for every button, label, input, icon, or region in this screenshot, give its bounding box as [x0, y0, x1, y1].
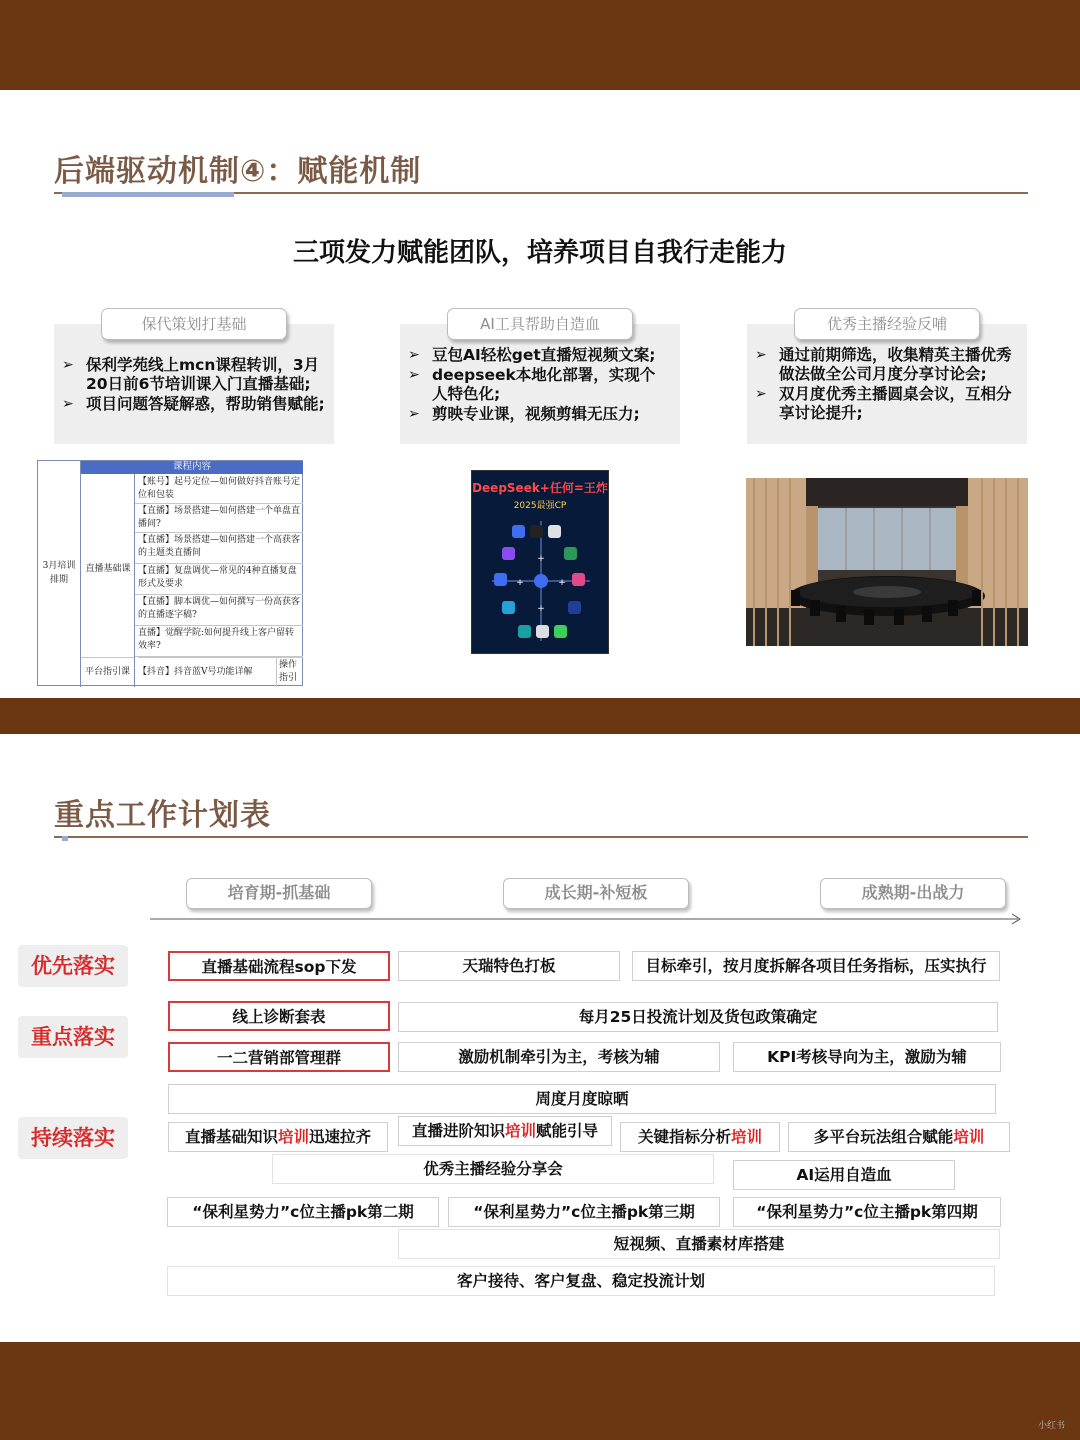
svg-text:+: + — [516, 578, 524, 588]
task-material-library: 短视频、直播素材库搭建 — [398, 1229, 1000, 1259]
poster-subtitle: 2025最强CP — [513, 501, 567, 511]
slide1-title: 后端驱动机制④：赋能机制 — [54, 154, 422, 189]
bullets-planning — [62, 356, 330, 415]
poster-network-graphic — [472, 511, 610, 651]
course-schedule-table — [37, 460, 303, 686]
bullets-ai-tools — [408, 346, 670, 425]
middle-band — [0, 698, 1080, 734]
priority-continuous: 持续落实 — [18, 1117, 128, 1159]
task-target: 目标牵引，按月度拆解各项目任务指标，压实执行 — [632, 951, 1000, 981]
highlight-text: 培训 — [953, 1128, 985, 1146]
bullet-item: ➢ 保利学苑线上mcn课程转训，3月20日前6节培训课入门直播基础; — [62, 356, 330, 394]
course-row: 【账号】起号定位—如何做好抖音账号定位和包装 — [135, 475, 303, 504]
watermark: 小红书 — [1038, 1421, 1066, 1431]
bullet-item: ➢ deepseek本地化部署，实现个人特色化; — [408, 366, 670, 404]
bullet-item: ➢ 双月度优秀主播圆桌会议，互相分享讨论提升; — [755, 385, 1020, 423]
tag-ai-tools: AI工具帮助自造血 — [447, 308, 633, 340]
course-row: 【直播】脚本调优—如何撰写一份高获客的直播逐字稿? — [135, 595, 303, 626]
text-part: 迅速拉齐 — [309, 1128, 372, 1146]
task-weekly-review: 周度月度晾晒 — [168, 1084, 996, 1114]
stage-growth: 成长期-补短板 — [503, 878, 689, 909]
task-training-multiplatform — [788, 1122, 1010, 1152]
highlight-text: 培训 — [277, 1128, 309, 1146]
task-kpi: KPI考核导向为主，激励为辅 — [733, 1042, 1001, 1072]
slide-empowerment — [0, 90, 1080, 698]
stage-cultivation: 培育期-抓基础 — [186, 878, 372, 909]
bullet-item: ➢ 通过前期筛选，收集精英主播优秀做法做全公司月度分享讨论会; — [755, 346, 1020, 384]
title-rule — [54, 836, 1028, 838]
course-period: 3月培训排期 — [42, 561, 76, 585]
task-training-metrics — [620, 1122, 780, 1152]
course-row-platform: 【抖音】抖音蓝V号功能详解 — [138, 657, 276, 687]
svg-text:+: + — [558, 578, 566, 588]
task-diagnosis: 线上诊断套表 — [168, 1001, 390, 1031]
title-rule-accent — [62, 836, 68, 841]
task-traffic-plan: 每月25日投流计划及货包政策确定 — [398, 1002, 998, 1032]
course-category-platform: 平台指引课 — [81, 657, 134, 687]
text-part: 多平台玩法组合赋能 — [813, 1128, 954, 1146]
text-part: 关键指标分析 — [637, 1128, 731, 1146]
bullets-anchor-feedback — [755, 346, 1020, 424]
task-pk-third: “保利星势力”c位主播pk第三期 — [448, 1197, 720, 1227]
task-pk-fourth: “保利星势力”c位主播pk第四期 — [733, 1197, 1001, 1227]
meeting-room-photo — [746, 478, 1028, 646]
course-category-basic: 直播基础课 — [85, 564, 131, 574]
text-part: 直播进阶知识 — [411, 1122, 505, 1140]
course-row: 【直播】复盘调优—常见的4种直播复盘形式及要求 — [135, 564, 303, 595]
course-row-note: 操作指引 — [276, 657, 303, 687]
priority-first: 优先落实 — [18, 945, 128, 987]
course-table-header: 课程内容 — [81, 461, 303, 474]
course-row: 直播】觉醒学院:如何提升线上客户留转效率? — [135, 626, 303, 657]
meeting-room-illustration — [746, 478, 1028, 646]
bullet-item: ➢ 项目问题答疑解惑，帮助销售赋能; — [62, 395, 330, 414]
task-sop: 直播基础流程sop下发 — [168, 951, 390, 981]
slide-work-plan — [0, 734, 1080, 1342]
title-rule-accent — [62, 192, 234, 197]
poster-title: DeepSeek+任何=王炸 — [472, 481, 608, 495]
task-customer-reception: 客户接待、客户复盘、稳定投流计划 — [167, 1266, 995, 1296]
tag-planning: 保代策划打基础 — [101, 308, 287, 340]
highlight-text: 培训 — [504, 1122, 536, 1140]
task-training-advanced — [398, 1116, 612, 1146]
task-incentive: 激励机制牵引为主，考核为辅 — [398, 1042, 720, 1072]
course-row: 【直播】场景搭建—如何搭建一个单盘直播间? — [135, 504, 303, 533]
bullet-item: ➢ 剪映专业课，视频剪辑无压力; — [408, 405, 670, 424]
svg-text:+: + — [537, 604, 545, 614]
table-divider — [80, 461, 81, 687]
timeline-arrow — [150, 913, 1024, 925]
task-tianrui: 天瑞特色打板 — [398, 951, 620, 981]
priority-key: 重点落实 — [18, 1016, 128, 1058]
tag-anchor-feedback: 优秀主播经验反哺 — [794, 308, 980, 340]
task-pk-second: “保利星势力”c位主播pk第二期 — [167, 1197, 439, 1227]
stage-maturity: 成熟期-出战力 — [820, 878, 1006, 909]
task-ai-usage: AI运用自造血 — [733, 1160, 955, 1190]
task-anchor-sharing: 优秀主播经验分享会 — [272, 1154, 714, 1184]
text-part: 赋能引导 — [536, 1122, 599, 1140]
highlight-text: 培训 — [731, 1128, 763, 1146]
task-training-basic — [168, 1122, 388, 1152]
course-row: 【直播】场景搭建—如何搭建一个高获客的主题类直播间 — [135, 533, 303, 564]
task-group: 一二营销部管理群 — [168, 1042, 390, 1072]
deepseek-poster — [471, 470, 609, 654]
bullet-item: ➢ 豆包AI轻松get直播短视频文案; — [408, 346, 670, 365]
slide1-subtitle: 三项发力赋能团队，培养项目自我行走能力 — [292, 238, 787, 268]
svg-text:+: + — [537, 554, 545, 564]
bottom-band — [0, 1342, 1080, 1440]
top-band — [0, 0, 1080, 90]
text-part: 直播基础知识 — [184, 1128, 278, 1146]
slide2-title: 重点工作计划表 — [54, 798, 271, 833]
